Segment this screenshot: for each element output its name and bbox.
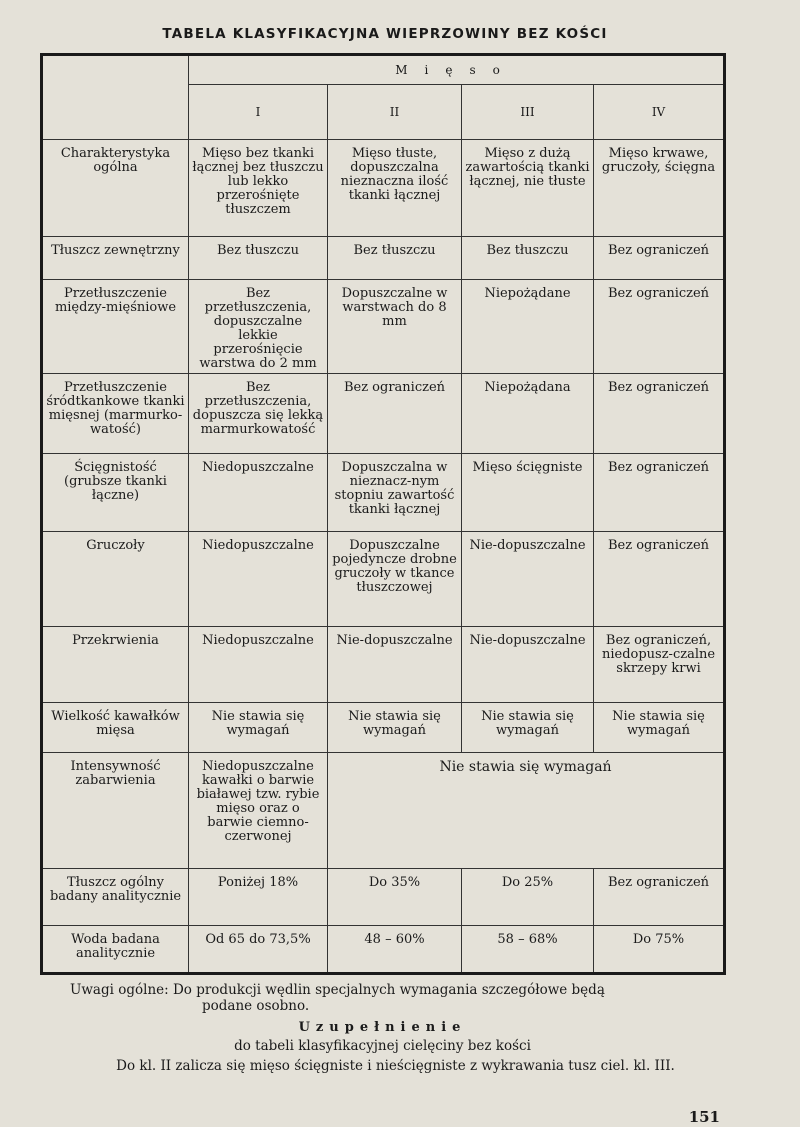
table-cell: Mięso krwawe, gruczoły, ścięgna xyxy=(594,140,725,236)
table-cell: Bez ograniczeń, niedopusz-czalne skrzepy krwi xyxy=(594,626,725,702)
table-cell: Bez tłuszczu xyxy=(328,236,462,279)
supplement-subtitle: do tabeli klasyfikacyjnej cielęciny bez kości xyxy=(234,1038,531,1054)
table-cell: Bez przetłuszczenia, dopuszcza się lekką marmurkowatość xyxy=(189,374,328,454)
table-cell: Bez tłuszczu xyxy=(189,236,328,279)
table-cell: Niedopuszczalne xyxy=(189,454,328,531)
table-row xyxy=(42,753,725,868)
table-cell: Nie stawia się wymagań xyxy=(189,703,328,753)
classification-table xyxy=(40,53,726,975)
group-header-mieso: Mięso xyxy=(189,55,725,85)
table-cell: Niedopuszczalne xyxy=(189,531,328,626)
table-cell: Bez przetłuszczenia, dopuszczalne lekkie przerośnięcie warstwa do 2 mm xyxy=(189,279,328,373)
column-header-III: III xyxy=(462,85,594,140)
row-label: Wielkość kawałków mięsa xyxy=(42,703,189,753)
row-label: Ścięgnistość (grubsze tkanki łączne) xyxy=(42,454,189,531)
notes-section xyxy=(40,982,725,1074)
table-cell: Nie stawia się wymagań xyxy=(328,703,462,753)
table-row xyxy=(42,703,725,753)
table-cell: Niepożądane xyxy=(462,279,594,373)
table-cell: Nie-dopuszczalne xyxy=(462,531,594,626)
general-notes-line-2: podane osobno. xyxy=(202,998,310,1014)
table-cell-merged: Nie stawia się wymagań xyxy=(328,753,725,868)
row-label: Tłuszcz ogólny badany analitycznie xyxy=(42,868,189,925)
table-cell: Dopuszczalna w nieznacz-nym stopniu zawartość tkanki łącznej xyxy=(328,454,462,531)
general-notes-line-1: Uwagi ogólne: Do produkcji wędlin specjalnych wymagania szczegółowe będą xyxy=(70,982,605,998)
table-cell: Dopuszczalne pojedyncze drobne gruczoły w tkance tłuszczowej xyxy=(328,531,462,626)
row-label: Tłuszcz zewnętrzny xyxy=(42,236,189,279)
table-row xyxy=(42,236,725,279)
supplement-title: Uzupełnienie xyxy=(298,1020,467,1035)
table-cell: Niedopuszczalne kawałki o barwie białawej tzw. rybie mięso oraz o barwie ciemno-czerwonej xyxy=(189,753,328,868)
table-cell: Mięso ścięgniste xyxy=(462,454,594,531)
table-cell: Do 25% xyxy=(462,868,594,925)
header-corner xyxy=(42,55,189,140)
table-cell: Nie stawia się wymagań xyxy=(594,703,725,753)
table-cell: Bez ograniczeń xyxy=(328,374,462,454)
table-row xyxy=(42,925,725,973)
table-cell: Bez ograniczeń xyxy=(594,236,725,279)
row-label: Przetłuszczenie śródtkankowe tkanki mięsnej (marmurko-watość) xyxy=(42,374,189,454)
table-cell: Mięso bez tkanki łącznej bez tłuszczu lub lekko przerośnięte tłuszczem xyxy=(189,140,328,236)
table-cell: Bez ograniczeń xyxy=(594,374,725,454)
table-row xyxy=(42,374,725,454)
table-row xyxy=(42,868,725,925)
row-label: Woda badana analitycznie xyxy=(42,925,189,973)
column-header-IV: IV xyxy=(594,85,725,140)
supplement-text: Do kl. II zalicza się mięso ścięgniste i nieścięgniste z wykrawania tusz ciel. kl. III. xyxy=(116,1058,675,1074)
table-cell: Do 35% xyxy=(328,868,462,925)
table-cell: Bez tłuszczu xyxy=(462,236,594,279)
table-cell: Bez ograniczeń xyxy=(594,279,725,373)
table-row xyxy=(42,279,725,373)
row-label: Przekrwienia xyxy=(42,626,189,702)
row-label: Charakterystyka ogólna xyxy=(42,140,189,236)
column-header-II: II xyxy=(328,85,462,140)
table-cell: Niedopuszczalne xyxy=(189,626,328,702)
table-cell: Do 75% xyxy=(594,925,725,973)
row-label: Przetłuszczenie między-mięśniowe xyxy=(42,279,189,373)
table-cell: 48 – 60% xyxy=(328,925,462,973)
table-cell: Nie stawia się wymagań xyxy=(462,703,594,753)
table-row xyxy=(42,626,725,702)
table-cell: Bez ograniczeń xyxy=(594,868,725,925)
table-cell: Bez ograniczeń xyxy=(594,454,725,531)
table-row xyxy=(42,454,725,531)
table-cell: Nie-dopuszczalne xyxy=(328,626,462,702)
table-row xyxy=(42,140,725,236)
table-cell: Bez ograniczeń xyxy=(594,531,725,626)
table-cell: Mięso z dużą zawartością tkanki łącznej, nie tłuste xyxy=(462,140,594,236)
column-header-I: I xyxy=(189,85,328,140)
table-cell: Mięso tłuste, dopuszczalna nieznaczna ilość tkanki łącznej xyxy=(328,140,462,236)
page-number: 151 xyxy=(688,1108,720,1126)
table-cell: Nie-dopuszczalne xyxy=(462,626,594,702)
table-cell: Dopuszczalne w warstwach do 8 mm xyxy=(328,279,462,373)
table-cell: Niepożądana xyxy=(462,374,594,454)
page-title: TABELA KLASYFIKACYJNA WIEPRZOWINY BEZ KOŚCI xyxy=(162,26,608,42)
table-cell: Od 65 do 73,5% xyxy=(189,925,328,973)
table-row xyxy=(42,531,725,626)
row-label: Intensywność zabarwienia xyxy=(42,753,189,868)
table-cell: 58 – 68% xyxy=(462,925,594,973)
row-label: Gruczoły xyxy=(42,531,189,626)
table-cell: Poniżej 18% xyxy=(189,868,328,925)
